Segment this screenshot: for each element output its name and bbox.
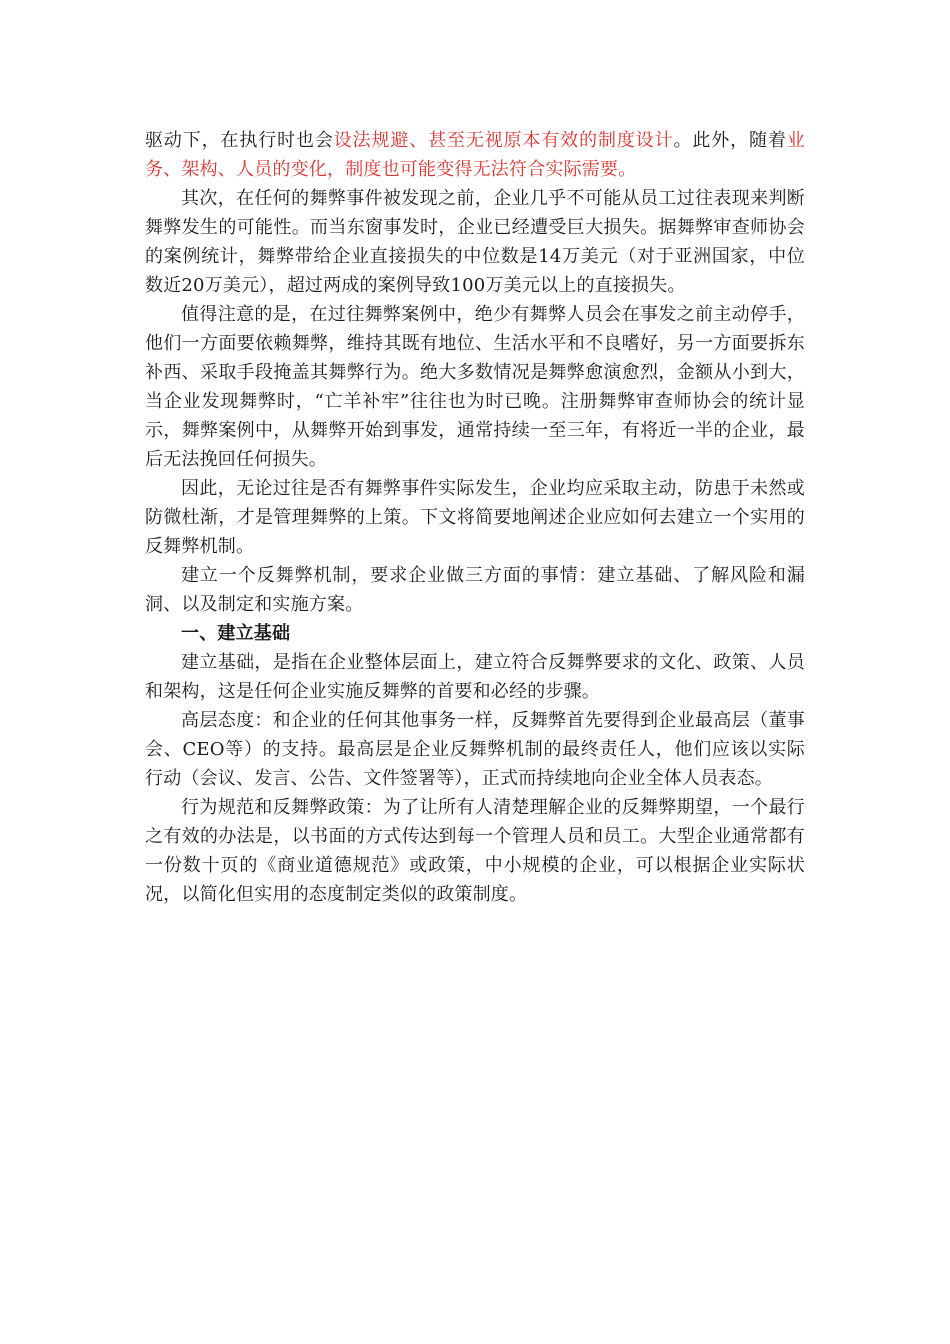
paragraph-continuation [145, 126, 805, 184]
section-heading: 一、建立基础 [181, 623, 291, 644]
highlighted-text: 业务、架构、人员的变化，制度也可能变得无法符合实际需要。 [145, 130, 806, 180]
text-segment: 。此外，随着 [673, 130, 787, 151]
text-segment: 驱动下，在执行时也会 [145, 130, 334, 151]
document-page [145, 126, 805, 909]
paragraph: 建立基础，是指在企业整体层面上，建立符合反舞弊要求的文化、政策、人员和架构，这是任何企业实施反舞弊的首要和必经的步骤。 [145, 652, 805, 702]
paragraph: 其次，在任何的舞弊事件被发现之前，企业几乎不可能从员工过往表现来判断舞弊发生的可能性。而当东窗事发时，企业已经遭受巨大损失。据舞弊审查师协会的案例统计，舞弊带给企业直接损失的中位数是14万美元（对于亚洲国家，中位数近20万美元），超过两成的案例导致100万美元以上的直接损失。 [145, 188, 805, 296]
paragraph: 建立一个反舞弊机制，要求企业做三方面的事情：建立基础、了解风险和漏洞、以及制定和实施方案。 [145, 565, 805, 615]
paragraph: 值得注意的是，在过往舞弊案例中，绝少有舞弊人员会在事发之前主动停手，他们一方面要依赖舞弊，维持其既有地位、生活水平和不良嗜好，另一方面要拆东补西、采取手段掩盖其舞弊行为。绝大多数情况是舞弊愈演愈烈，金额从小到大，当企业发现舞弊时，“亡羊补牢”往往也为时已晚。注册舞弊审查师协会的统计显示，舞弊案例中，从舞弊开始到事发，通常持续一至三年，有将近一半的企业，最后无法挽回任何损失。 [145, 304, 805, 470]
highlighted-text: 设法规避、甚至无视原本有效的制度设计 [333, 130, 674, 151]
paragraph: 行为规范和反舞弊政策：为了让所有人清楚理解企业的反舞弊期望，一个最行之有效的办法是，以书面的方式传达到每一个管理人员和员工。大型企业通常都有一份数十页的《商业道德规范》或政策，中小规模的企业，可以根据企业实际状况，以简化但实用的态度制定类似的政策制度。 [145, 797, 805, 905]
paragraph: 因此，无论过往是否有舞弊事件实际发生，企业均应采取主动，防患于未然或防微杜渐，才是管理舞弊的上策。下文将简要地阐述企业应如何去建立一个实用的反舞弊机制。 [145, 478, 805, 557]
paragraph: 高层态度：和企业的任何其他事务一样，反舞弊首先要得到企业最高层（董事会、CEO等）的支持。最高层是企业反舞弊机制的最终责任人，他们应该以实际行动（会议、发言、公告、文件签署等），正式而持续地向企业全体人员表态。 [145, 710, 805, 789]
